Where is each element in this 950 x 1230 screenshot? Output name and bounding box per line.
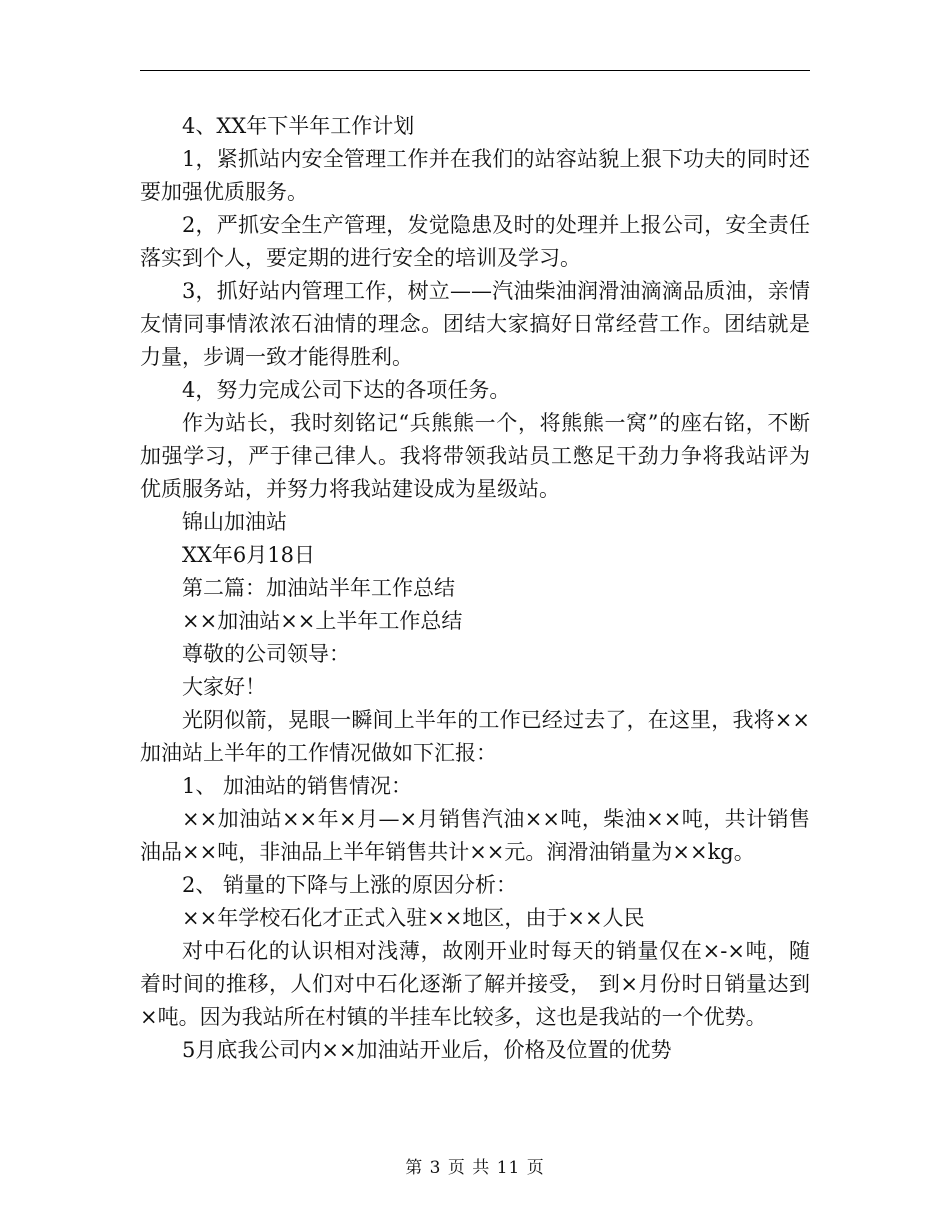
- paragraph: 作为站长，我时刻铭记“兵熊熊一个，将熊熊一窝”的座右铭，不断加强学习，严于律己律人。我将带领我站员工憋足干劲力争将我站评为优质服务站，并努力将我站建设成为星级站。: [140, 411, 810, 501]
- paragraph: 4，努力完成公司下达的各项任务。: [182, 378, 511, 402]
- paragraph: 光阴似箭，晃眼一瞬间上半年的工作已经过去了，在这里，我将××加油站上半年的工作情况做如下汇报：: [140, 708, 810, 765]
- paragraph: 4、XX年下半年工作计划: [182, 114, 415, 138]
- section-title: 第二篇：加油站半年工作总结: [182, 576, 455, 600]
- paragraph: 对中石化的认识相对浅薄，故刚开业时每天的销量仅在×-×吨，随着时间的推移，人们对中石化逐渐了解并接受， 到×月份时日销量达到×吨。因为我站所在村镇的半挂车比较多，这也是我站的一个优势。: [140, 939, 810, 1029]
- document-body: [140, 110, 810, 1067]
- paragraph: ××加油站××年×月—×月销售汽油××吨，柴油××吨，共计销售油品××吨，非油品上半年销售共计××元。润滑油销量为××kg。: [140, 807, 810, 864]
- report-title: ××加油站××上半年工作总结: [182, 609, 463, 633]
- paragraph: 1，紧抓站内安全管理工作并在我们的站容站貌上狠下功夫的同时还要加强优质服务。: [140, 147, 810, 204]
- signature-date: XX年6月18日: [182, 543, 315, 567]
- page-number: 第 3 页 共 11 页: [405, 1158, 545, 1178]
- subheading: 2、 销量的下降与上涨的原因分析：: [182, 873, 518, 897]
- paragraph: ××年学校石化才正式入驻××地区，由于××人民: [182, 906, 645, 930]
- paragraph: 2，严抓安全生产管理，发觉隐患及时的处理并上报公司，安全责任落实到个人，要定期的进行安全的培训及学习。: [140, 213, 810, 270]
- paragraph: 5月底我公司内××加油站开业后，价格及位置的优势: [182, 1038, 672, 1062]
- signature-org: 锦山加油站: [182, 510, 287, 534]
- subheading: 1、 加油站的销售情况：: [182, 774, 413, 798]
- greeting: 大家好！: [182, 675, 266, 699]
- salutation: 尊敬的公司领导：: [182, 642, 350, 666]
- paragraph: 3，抓好站内管理工作，树立——汽油柴油润滑油滴滴品质油，亲情友情同事情浓浓石油情的理念。团结大家搞好日常经营工作。团结就是力量，步调一致才能得胜利。: [140, 279, 810, 369]
- header-rule: [140, 70, 810, 71]
